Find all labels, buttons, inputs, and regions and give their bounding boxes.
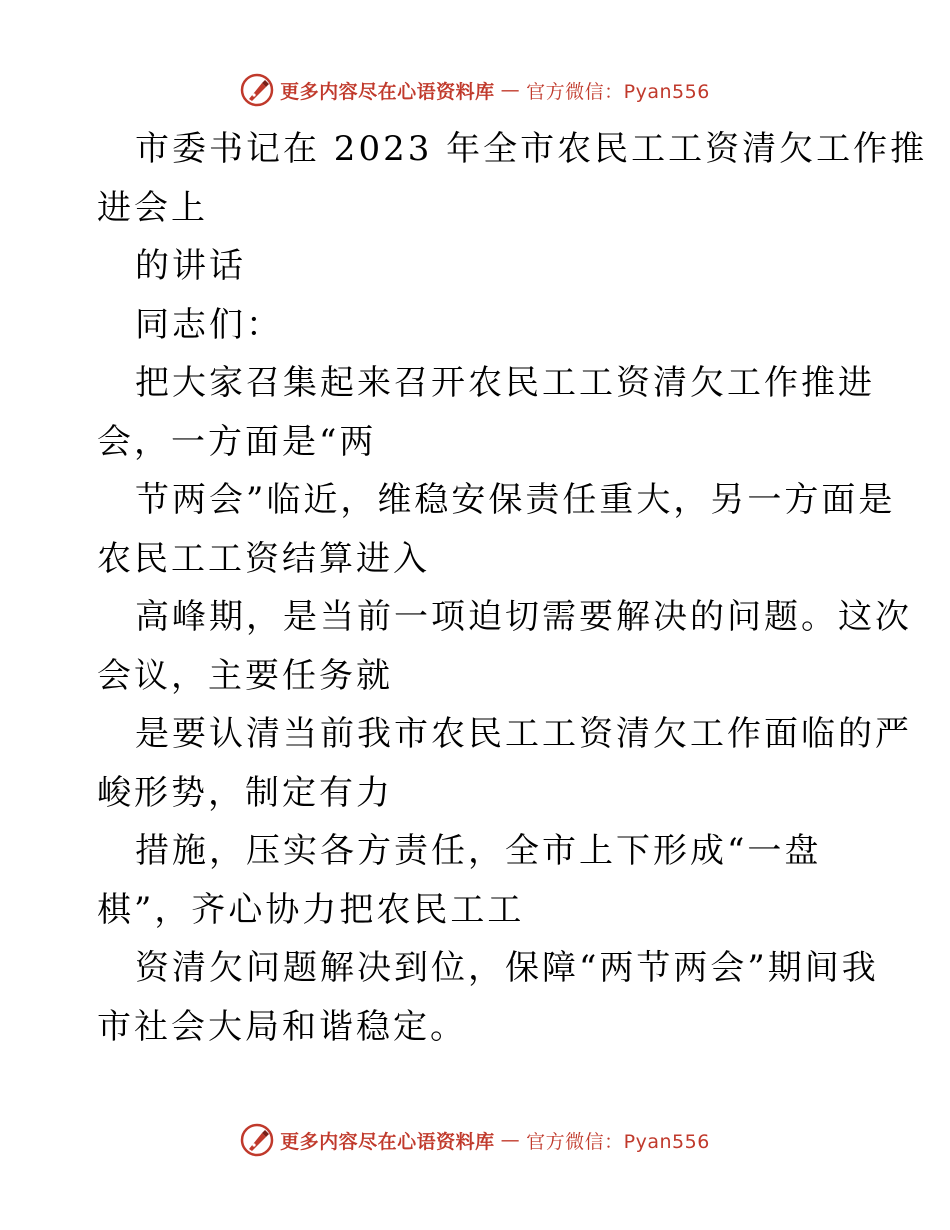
banner-main-text: 更多内容尽在心语资料库 bbox=[280, 1130, 495, 1153]
document-body bbox=[97, 120, 928, 1056]
banner-contact-text: 官方微信：Pyan556 bbox=[526, 1130, 710, 1153]
paragraph-line: 措施，压实各方责任，全市上下形成“一盘 bbox=[135, 831, 822, 871]
paragraph-line: 会议，主要任务就 bbox=[97, 655, 393, 696]
paragraph-line: 高峰期，是当前一项迫切需要解决的问题。这次 bbox=[135, 597, 912, 637]
banner-separator: — bbox=[500, 79, 521, 101]
footer-banner bbox=[0, 1118, 950, 1162]
banner-separator: — bbox=[500, 1129, 521, 1151]
paragraph-line: 是要认清当前我市农民工工资清欠工作面临的严 bbox=[135, 714, 912, 754]
title-line-1: 市委书记在 2023 年全市农民工工资清欠工作推 bbox=[135, 129, 928, 169]
fountain-pen-icon bbox=[240, 1123, 274, 1157]
fountain-pen-icon bbox=[240, 73, 274, 107]
paragraph-line: 农民工工资结算进入 bbox=[97, 538, 430, 579]
header-banner bbox=[0, 68, 950, 112]
banner-main-text: 更多内容尽在心语资料库 bbox=[280, 80, 495, 103]
title-line-2: 进会上 bbox=[97, 187, 208, 228]
banner-contact-text: 官方微信：Pyan556 bbox=[526, 80, 710, 103]
title-line-3: 的讲话 bbox=[135, 246, 246, 286]
paragraph-line: 资清欠问题解决到位，保障“两节两会”期间我 bbox=[135, 948, 879, 988]
paragraph-line: 市社会大局和谐稳定。 bbox=[97, 1006, 467, 1047]
salutation: 同志们： bbox=[135, 304, 283, 345]
paragraph-line: 会，一方面是“两 bbox=[97, 421, 377, 462]
paragraph-line: 节两会”临近，维稳安保责任重大，另一方面是 bbox=[135, 480, 896, 520]
paragraph-line: 把大家召集起来召开农民工工资清欠工作推进 bbox=[135, 363, 875, 403]
paragraph-line: 棋”，齐心协力把农民工工 bbox=[97, 889, 525, 930]
paragraph-line: 峻形势，制定有力 bbox=[97, 772, 393, 813]
